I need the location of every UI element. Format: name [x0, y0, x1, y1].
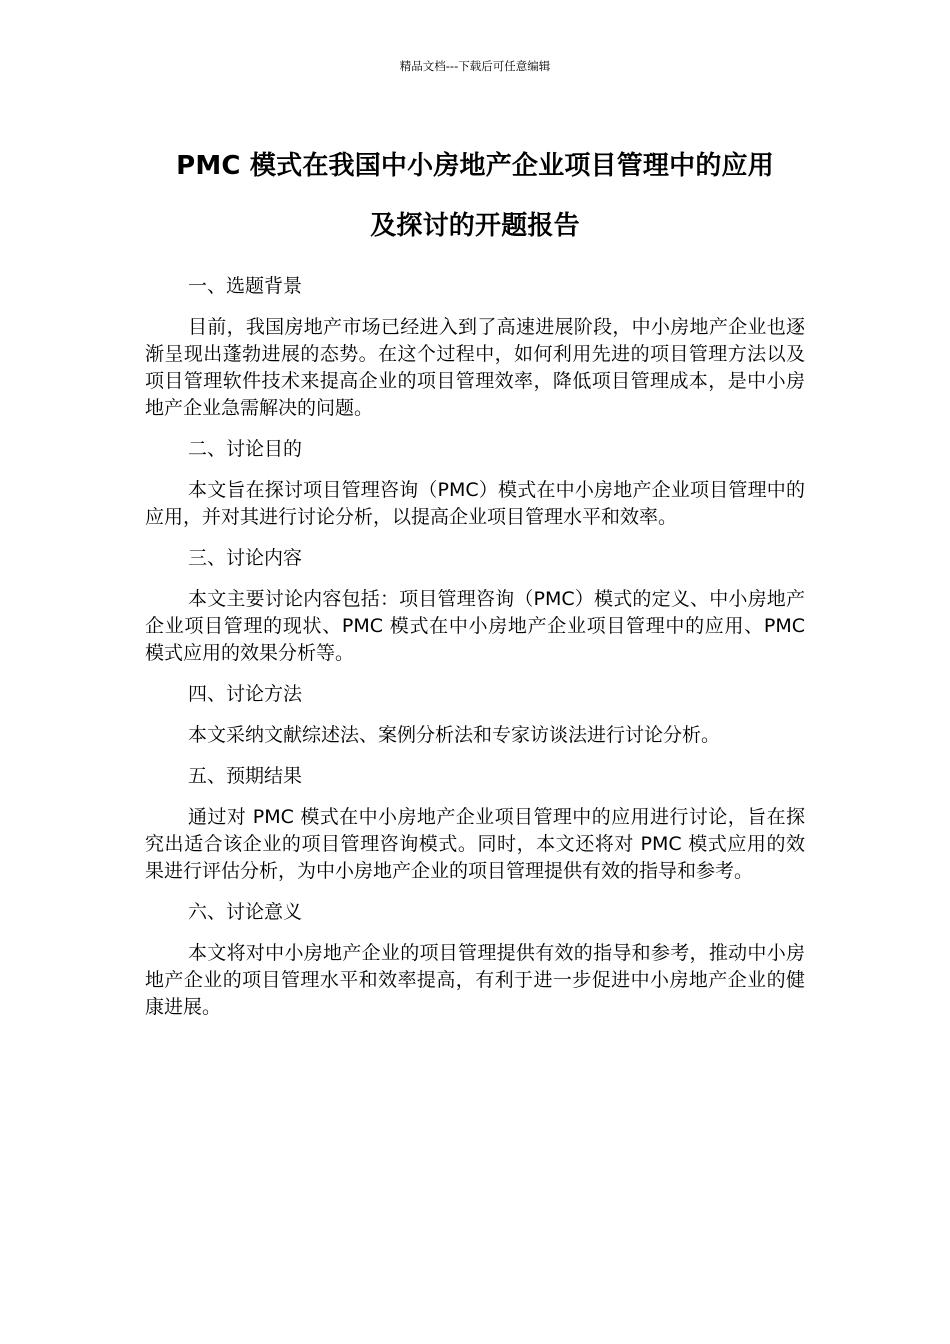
- section-body-background: 目前，我国房地产市场已经进入到了高速进展阶段，中小房地产企业也逐渐呈现出蓬勃进展的态势。在这个过程中，如何利用先进的项目管理方法以及项目管理软件技术来提高企业的项目管理效率，降低项目管理成本，是中小房地产企业急需解决的问题。: [145, 316, 805, 419]
- section-heading-significance: 六、讨论意义: [188, 901, 303, 923]
- title-line-1: PMC 模式在我国中小房地产企业项目管理中的应用: [176, 151, 774, 181]
- document-title: [130, 136, 820, 256]
- section-heading-method: 四、讨论方法: [188, 683, 303, 705]
- section-body-method: 本文采纳文献综述法、案例分析法和专家访谈法进行讨论分析。: [188, 724, 721, 746]
- section-body-expected-results: 通过对 PMC 模式在中小房地产企业项目管理中的应用进行讨论，旨在探究出适合该企业的项目管理咨询模式。同时，本文还将对 PMC 模式应用的效果进行评估分析，为中小房地产企业的项目管理提供有效的指导和参考。: [145, 806, 805, 882]
- section-heading-purpose: 二、讨论目的: [188, 438, 303, 460]
- header-note: 精品文档---下载后可任意编辑: [399, 59, 551, 73]
- document-body: [145, 273, 805, 1021]
- section-body-content: 本文主要讨论内容包括：项目管理咨询（PMC）模式的定义、中小房地产企业项目管理的现状、PMC 模式在中小房地产企业项目管理中的应用、PMC 模式应用的效果分析等。: [145, 588, 805, 664]
- title-line-2: 及探讨的开题报告: [370, 211, 580, 241]
- section-body-significance: 本文将对中小房地产企业的项目管理提供有效的指导和参考，推动中小房地产企业的项目管理水平和效率提高，有利于进一步促进中小房地产企业的健康进展。: [145, 942, 805, 1018]
- section-heading-content: 三、讨论内容: [188, 547, 303, 569]
- section-heading-background: 一、选题背景: [188, 275, 303, 297]
- section-heading-expected-results: 五、预期结果: [188, 765, 303, 787]
- section-body-purpose: 本文旨在探讨项目管理咨询（PMC）模式在中小房地产企业项目管理中的应用，并对其进行讨论分析，以提高企业项目管理水平和效率。: [145, 479, 805, 528]
